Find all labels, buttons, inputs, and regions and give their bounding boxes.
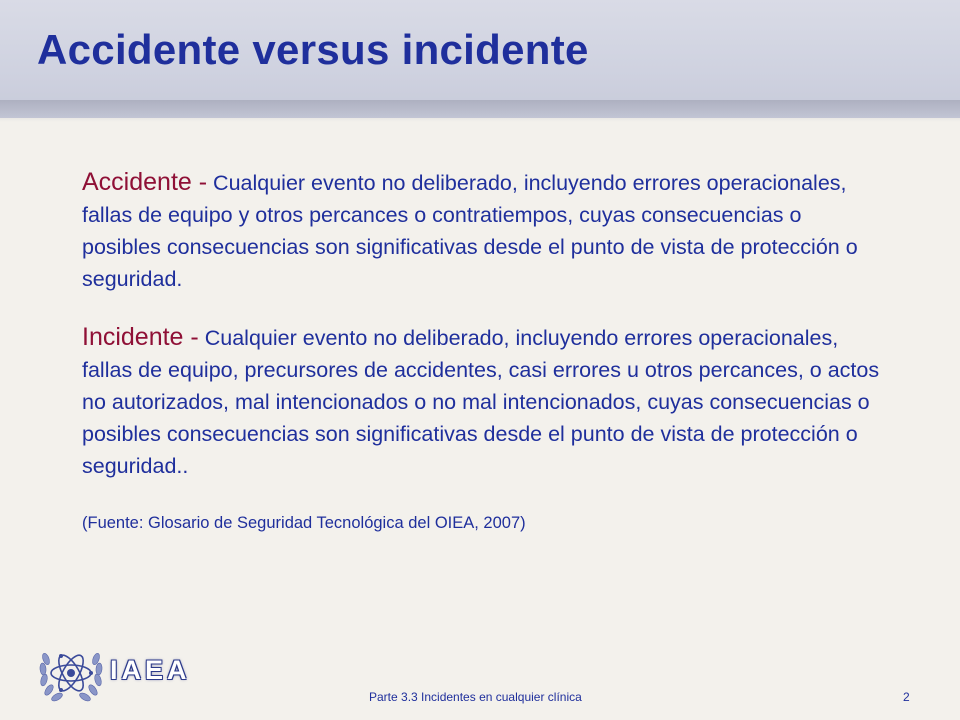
slide-title: Accidente versus incidente	[37, 26, 589, 73]
iaea-logo-text: IAEA	[110, 655, 191, 685]
definition-incidente-text: Cualquier evento no deliberado, incluyendo errores operacionales, fallas de equipo, precursores de accidentes, casi errores u otros percances, o actos no autorizados, mal intencionados o no mal intencionados, cuyas consecuencias o posibles consecuencias son significativas desde el punto de vista de protección o seguridad..	[82, 326, 880, 478]
footer-caption: Parte 3.3 Incidentes en cualquier clínica	[369, 690, 582, 704]
header-shadow	[0, 100, 960, 122]
definition-accidente	[82, 166, 882, 295]
term-incidente: Incidente -	[82, 323, 199, 351]
page-number: 2	[903, 690, 910, 704]
term-accidente: Accidente -	[82, 168, 208, 196]
source-citation: (Fuente: Glosario de Seguridad Tecnológica del OIEA, 2007)	[82, 514, 526, 532]
definition-accidente-text: Cualquier evento no deliberado, incluyendo errores operacionales, fallas de equipo y otros percances o contratiempos, cuyas consecuencias o posibles consecuencias son significativas desde el punto de vista de protección o seguridad.	[82, 171, 858, 291]
slide-content	[82, 166, 882, 534]
iaea-emblem-icon	[36, 637, 106, 707]
definition-incidente	[82, 321, 882, 482]
